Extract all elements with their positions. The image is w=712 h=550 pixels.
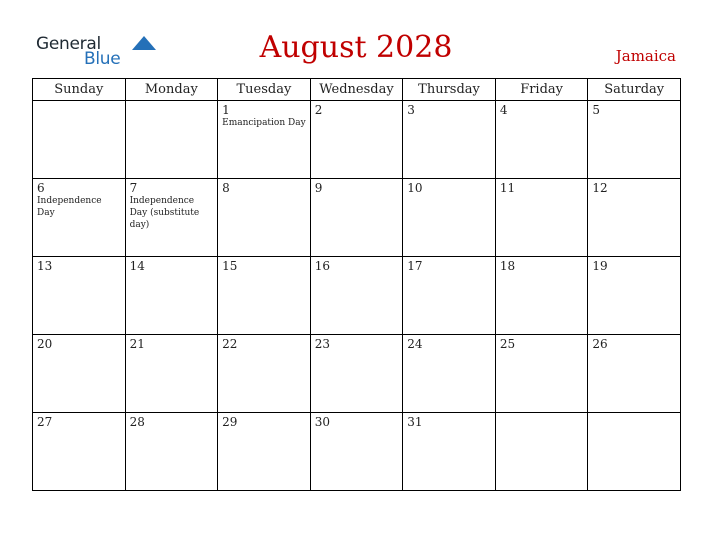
day-number: 19 [592, 259, 608, 273]
day-number: 14 [129, 259, 145, 273]
logo-text-general: General [36, 34, 101, 54]
day-cell [125, 335, 218, 413]
day-cell [403, 101, 496, 179]
day-number: 6 [37, 181, 45, 195]
day-number: 16 [314, 259, 330, 273]
day-cell [495, 101, 588, 179]
weekday-header: Friday [495, 79, 588, 101]
day-number: 8 [222, 181, 230, 195]
day-number: 24 [407, 337, 423, 351]
day-number: 29 [222, 415, 238, 429]
day-cell [588, 257, 681, 335]
day-cell [403, 179, 496, 257]
day-number: 12 [592, 181, 608, 195]
day-cell [125, 257, 218, 335]
day-number: 2 [314, 103, 323, 117]
day-number: 23 [314, 337, 330, 351]
day-cell [310, 413, 403, 491]
day-number: 1 [222, 103, 230, 117]
holiday-label: Independence Day (substitute day) [129, 196, 200, 230]
holiday-label: Independence Day [37, 196, 102, 218]
day-number: 9 [314, 181, 323, 195]
day-number: 4 [499, 103, 508, 117]
day-cell [495, 413, 588, 491]
day-cell [403, 257, 496, 335]
holiday-label: Emancipation Day [222, 118, 306, 128]
day-cell [218, 257, 311, 335]
day-cell [588, 335, 681, 413]
day-cell [33, 413, 126, 491]
day-cell [125, 413, 218, 491]
day-cell [310, 179, 403, 257]
day-number: 22 [222, 337, 238, 351]
logo-text-blue: Blue [84, 49, 121, 69]
day-cell [495, 257, 588, 335]
weekday-header: Thursday [403, 79, 496, 101]
day-number: 11 [499, 181, 516, 195]
day-cell [495, 179, 588, 257]
day-number: 13 [37, 259, 53, 273]
week-row [33, 179, 681, 257]
day-number: 26 [592, 337, 608, 351]
day-cell [588, 413, 681, 491]
weekday-header: Wednesday [310, 79, 403, 101]
day-cell [33, 101, 126, 179]
day-cell [218, 413, 311, 491]
day-cell [495, 335, 588, 413]
day-cell [310, 257, 403, 335]
weekday-header: Monday [125, 79, 218, 101]
day-number: 25 [499, 337, 516, 351]
day-number: 15 [222, 259, 238, 273]
day-cell [310, 101, 403, 179]
day-number: 5 [592, 103, 601, 117]
week-row [33, 101, 681, 179]
day-number: 7 [129, 181, 138, 195]
calendar-grid [32, 78, 681, 491]
day-cell [588, 179, 681, 257]
day-cell [33, 335, 126, 413]
day-number: 28 [129, 415, 145, 429]
day-cell [33, 179, 126, 257]
week-row [33, 413, 681, 491]
page-title: August 2028 [259, 30, 453, 65]
day-number: 17 [407, 259, 423, 273]
day-number: 20 [37, 337, 53, 351]
day-number: 27 [37, 415, 53, 429]
day-cell [125, 179, 218, 257]
day-number: 18 [499, 259, 516, 273]
day-cell [218, 335, 311, 413]
day-cell [310, 335, 403, 413]
day-number: 3 [407, 103, 415, 117]
day-number: 21 [129, 337, 145, 351]
day-number: 30 [314, 415, 330, 429]
week-row [33, 335, 681, 413]
day-cell [125, 101, 218, 179]
day-number: 10 [407, 181, 423, 195]
day-cell [588, 101, 681, 179]
weekday-header: Tuesday [218, 79, 311, 101]
day-cell [403, 335, 496, 413]
weekday-header-row [33, 79, 681, 101]
week-row [33, 257, 681, 335]
day-cell [218, 179, 311, 257]
day-number: 31 [407, 415, 423, 429]
day-cell [33, 257, 126, 335]
weekday-header: Saturday [588, 79, 681, 101]
day-cell [403, 413, 496, 491]
weekday-header: Sunday [33, 79, 126, 101]
day-cell [218, 101, 311, 179]
country-label: Jamaica [615, 47, 676, 65]
